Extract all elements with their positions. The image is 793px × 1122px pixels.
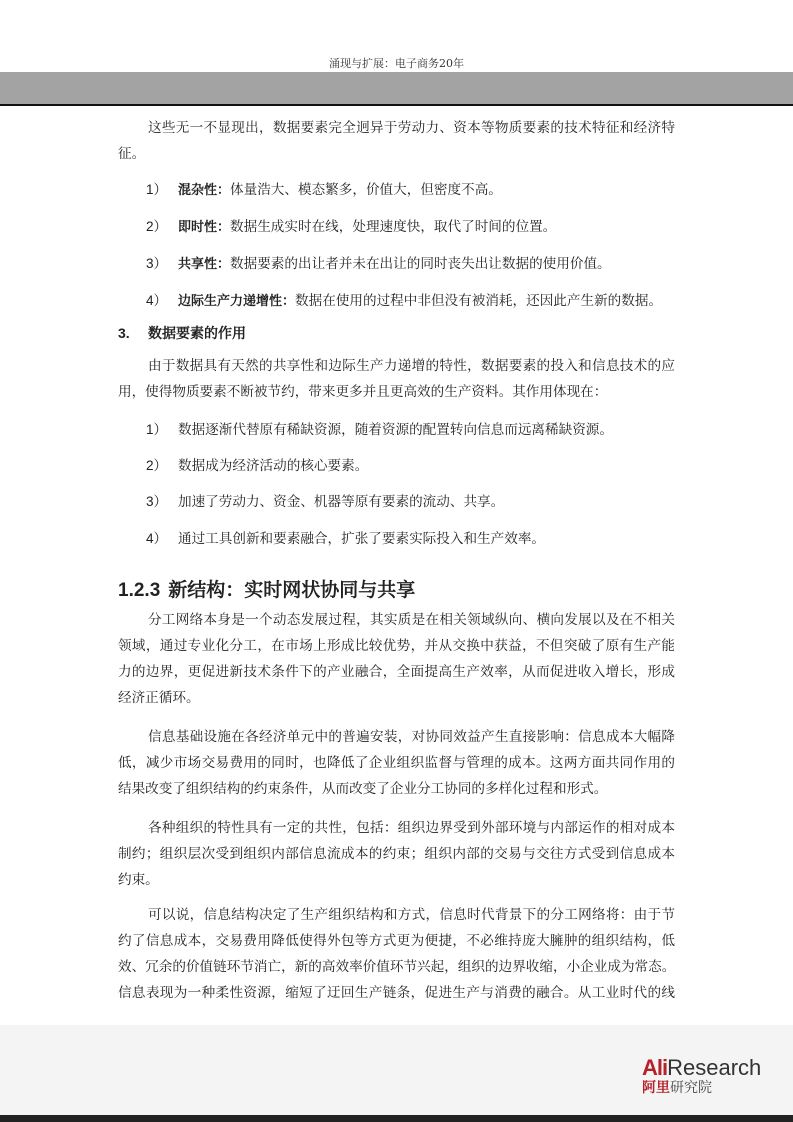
header-band [0, 72, 793, 104]
list-item: 1） 数据逐渐代替原有稀缺资源，随着资源的配置转向信息而远离稀缺资源。 [146, 422, 613, 438]
paragraph-4: 信息基础设施在各经济单元中的普遍安装，对协同效益产生直接影响：信息成本大幅降 低，减少市场交易费用的同时，也降低了企业组织监督与管理的成本。这两方面共同作用的 结果改变了组织结构的约束条件，从而改变了企业分工协同的多样化过程和形式。 [118, 729, 675, 797]
list-item: 4） 边际生产力递增性：数据在使用的过程中非但没有被消耗，还因此产生新的数据。 [146, 293, 663, 309]
section-heading: 3. 数据要素的作用 [118, 325, 246, 342]
aliresearch-logo: AliResearch 阿里研究院 [642, 1055, 762, 1095]
list-item: 4） 通过工具创新和要素融合，扩张了要素实际投入和生产效率。 [146, 531, 546, 547]
list-item: 1） 混杂性：体量浩大、模态繁多，价值大，但密度不高。 [146, 182, 502, 198]
list-item: 2） 即时性：数据生成实时在线，处理速度快，取代了时间的位置。 [146, 219, 557, 235]
paragraph-6: 可以说，信息结构决定了生产组织结构和方式，信息时代背景下的分工网络将：由于节 约了信息成本，交易费用降低使得外包等方式更为便捷，不必维持庞大臃肿的组织结构，低 效、冗余的价值链环节消亡，新的高效率价值环节兴起，组织的边界收缩，小企业成为常态。 信息表现为一种柔性资源，缩短了迂回生产链条，促进生产与消费的融合。从工业时代的线 [118, 907, 676, 1001]
paragraph-2: 由于数据具有天然的共享性和边际生产力递增的特性，数据要素的投入和信息技术的应 用，使得物质要素不断被节约，带来更多并且更高效的生产资料。其作用体现在： [118, 358, 675, 400]
subsection-heading: 1.2.3 新结构：实时网状协同与共享 [118, 579, 416, 601]
header-rule [0, 104, 793, 106]
footer-bar [0, 1115, 793, 1122]
paragraph-1: 这些无一不显现出，数据要素完全迥异于劳动力、资本等物质要素的技术特征和经济特 征。 [118, 120, 675, 162]
list-item: 3） 加速了劳动力、资金、机器等原有要素的流动、共享。 [146, 494, 505, 510]
paragraph-3: 分工网络本身是一个动态发展过程，其实质是在相关领域纵向、横向发展以及在不相关 领域，通过专业化分工，在市场上形成比较优势，并从交换中获益，不但突破了原有生产能 力的边界，更促进新技术条件下的产业融合，全面提高生产效率，从而促进收入增长，形成 经济正循环。 [118, 612, 675, 706]
paragraph-5: 各种组织的特性具有一定的共性，包括：组织边界受到外部环境与内部运作的相对成本 制约；组织层次受到组织内部信息流成本的约束；组织内部的交易与交往方式受到信息成本 约束。 [118, 820, 675, 888]
list-item: 3） 共享性：数据要素的出让者并未在出让的同时丧失出让数据的使用价值。 [146, 256, 611, 272]
list-item: 2） 数据成为经济活动的核心要素。 [146, 458, 369, 474]
running-header: 涌现与扩展：电子商务20年 [329, 57, 464, 70]
